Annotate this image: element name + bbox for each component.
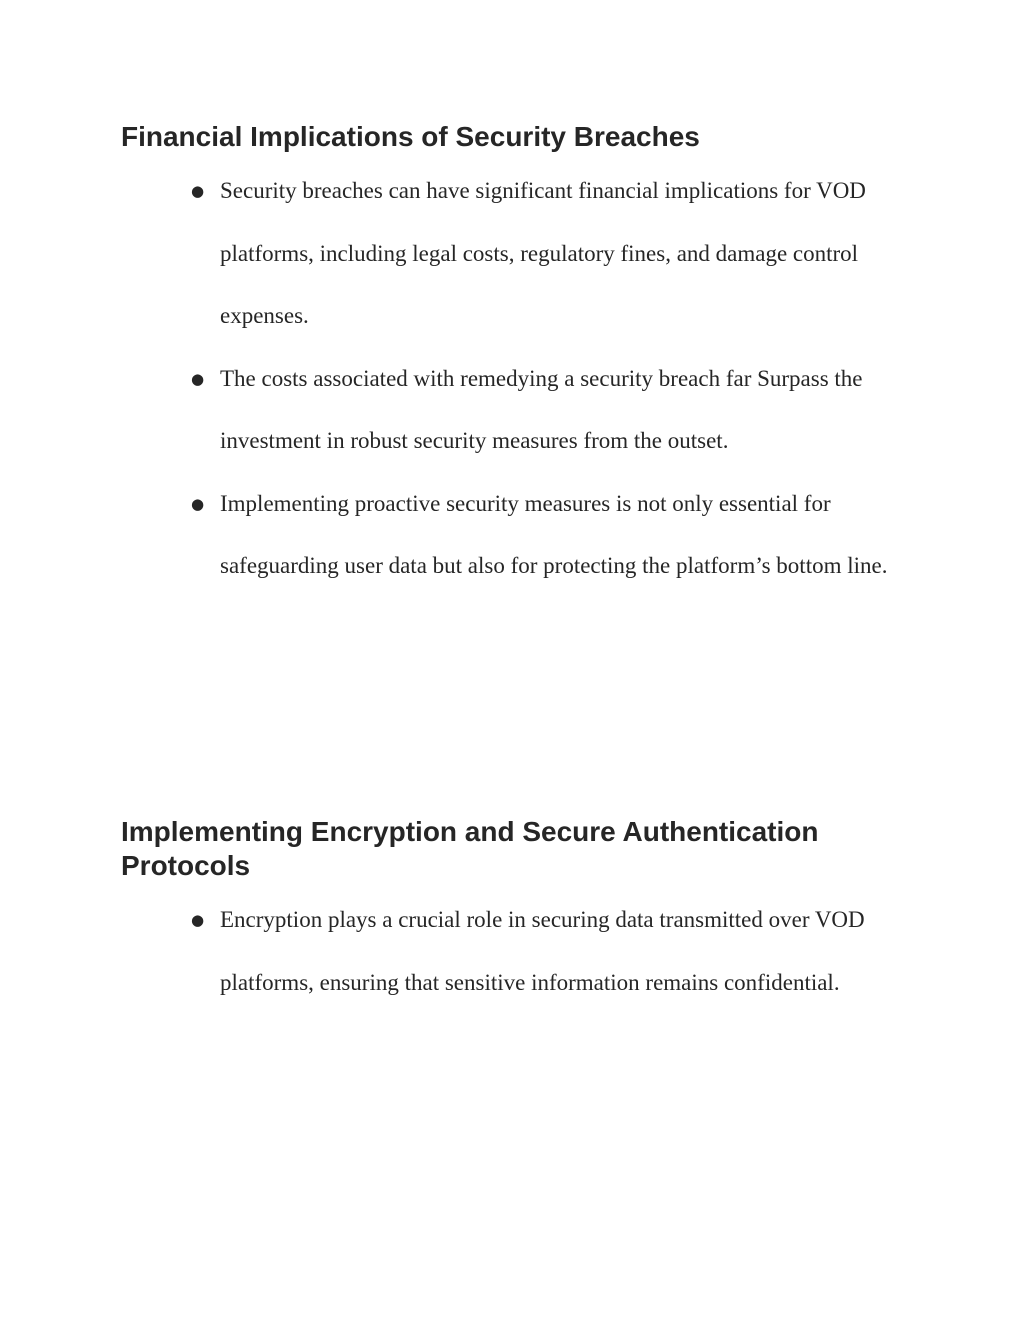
list-item-text: The costs associated with remedying a security breach far Surpass the investment in robust security measures from the outset. <box>220 365 863 453</box>
list-item <box>191 348 900 473</box>
bullet-list <box>121 889 901 1014</box>
bullet-list <box>121 160 901 598</box>
list-item <box>191 889 900 1014</box>
list-item <box>191 473 900 598</box>
bullet-icon: ● <box>191 182 205 200</box>
list-item-text: Encryption plays a crucial role in securing data transmitted over VOD platforms, ensuring that sensitive information remains confidential. <box>220 907 865 995</box>
section-financial-implications <box>121 120 901 598</box>
list-item-text: Implementing proactive security measures is not only essential for safeguarding user data but also for protecting the platform’s bottom line. <box>220 490 888 578</box>
section-heading: Financial Implications of Security Breaches <box>121 121 700 152</box>
bullet-icon: ● <box>191 369 205 388</box>
list-item <box>191 160 900 348</box>
section-heading: Implementing Encryption and Secure Authentication Protocols <box>121 816 819 881</box>
section-encryption-authentication <box>121 815 901 1014</box>
list-item-text: Security breaches can have significant financial implications for VOD platforms, including legal costs, regulatory fines, and damage control expenses. <box>220 178 866 328</box>
bullet-icon: ● <box>191 911 205 929</box>
bullet-icon: ● <box>191 494 205 513</box>
